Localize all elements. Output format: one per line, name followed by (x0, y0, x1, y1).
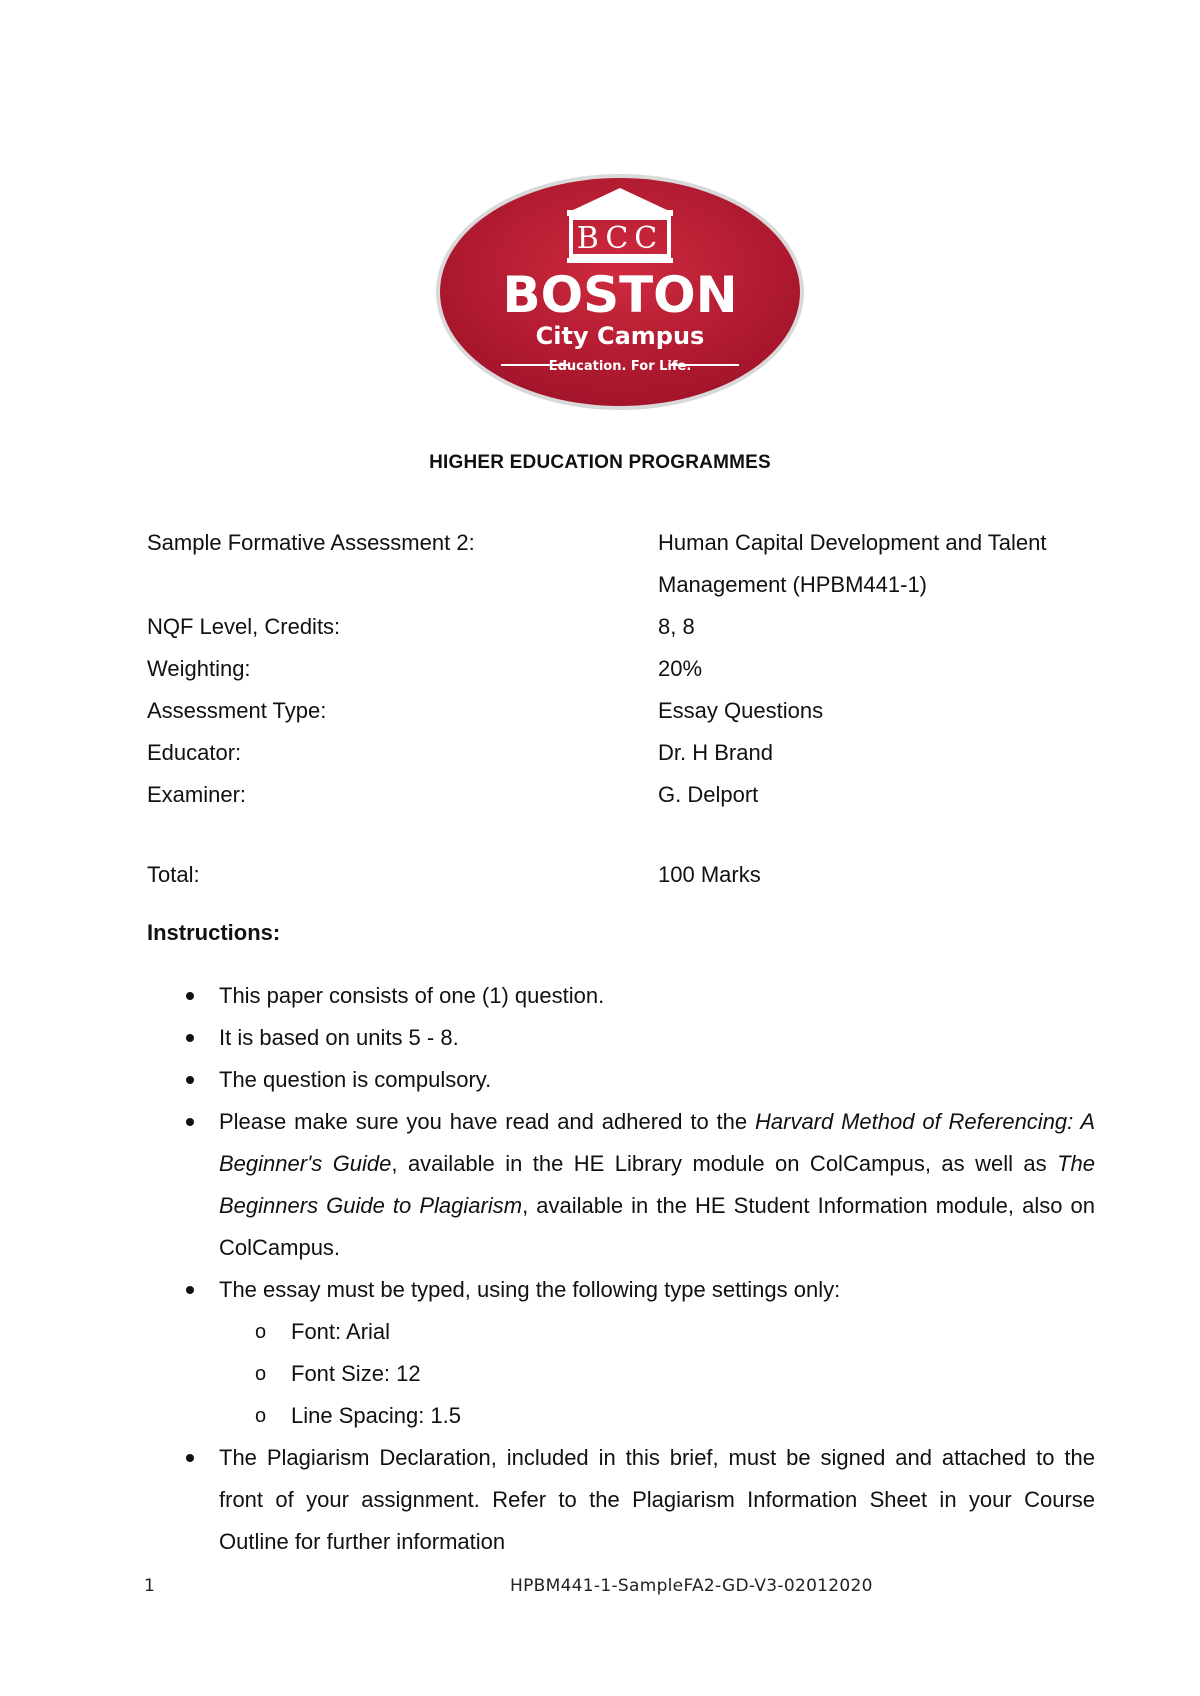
info-label: Weighting: (147, 656, 251, 681)
info-label: Educator: (147, 740, 242, 765)
assessment-info (147, 522, 1107, 896)
instructions-list (219, 975, 1095, 1563)
info-value: G. Delport (658, 782, 759, 807)
info-label: Assessment Type: (147, 698, 327, 723)
info-row (147, 522, 1107, 606)
info-row (147, 606, 1107, 648)
info-row (147, 732, 1107, 774)
instruction-text: , available in the HE Library module on ColCampus, as well as (391, 1151, 1058, 1176)
info-label: NQF Level, Credits: (147, 614, 341, 639)
harvard-guide-title: Harvard Method of Referencing: A Beginner's Guide (219, 1109, 1095, 1176)
page-number: 1 (144, 1576, 155, 1596)
info-value: Essay Questions (658, 698, 824, 723)
info-value: Human Capital Development and Talent Management (HPBM441-1) (658, 530, 1047, 597)
info-value: Dr. H Brand (658, 740, 773, 765)
instruction-item (219, 1269, 1095, 1437)
info-value: 8, 8 (658, 614, 695, 639)
info-row (147, 648, 1107, 690)
instructions-title: Instructions: (147, 920, 281, 945)
instruction-text: The essay must be typed, using the following type settings only: (219, 1277, 841, 1302)
total-row (147, 854, 1107, 896)
boston-city-campus-logo (433, 172, 807, 412)
logo-name: BOSTON (502, 266, 738, 324)
info-value: 20% (658, 656, 703, 681)
type-settings-list (219, 1311, 1095, 1437)
instruction-item (219, 1101, 1095, 1269)
type-setting-item: o Font: Arial (219, 1311, 1095, 1353)
instruction-item: It is based on units 5 - 8. (219, 1017, 1095, 1059)
plagiarism-guide-title: The Beginners Guide to Plagiarism (219, 1151, 1095, 1218)
type-setting-item: o Line Spacing: 1.5 (219, 1395, 1095, 1437)
info-row (147, 690, 1107, 732)
logo-sub: City Campus (535, 322, 705, 350)
document-code: HPBM441-1-SampleFA2-GD-V3-02012020 (510, 1576, 873, 1596)
instruction-item: This paper consists of one (1) question. (219, 975, 1095, 1017)
total-value: 100 Marks (658, 862, 761, 887)
logo-tagline: Education. For Life. (548, 359, 692, 374)
instruction-item: The question is compulsory. (219, 1059, 1095, 1101)
page-heading: HIGHER EDUCATION PROGRAMMES (429, 452, 771, 473)
instruction-text: Please make sure you have read and adhered to the (219, 1109, 755, 1134)
total-label: Total: (147, 862, 200, 887)
instruction-item: The Plagiarism Declaration, included in this brief, must be signed and attached to the front of your assignment. Refer to the Plagiarism Information Sheet in your Course Outline for further information (219, 1437, 1095, 1563)
instruction-text: , available in the HE Student Information module, also on ColCampus. (219, 1193, 1095, 1260)
info-label: Sample Formative Assessment 2: (147, 530, 475, 555)
info-row (147, 774, 1107, 816)
type-setting-item: o Font Size: 12 (219, 1353, 1095, 1395)
logo-letters: BCC (576, 221, 664, 256)
info-label: Examiner: (147, 782, 247, 807)
